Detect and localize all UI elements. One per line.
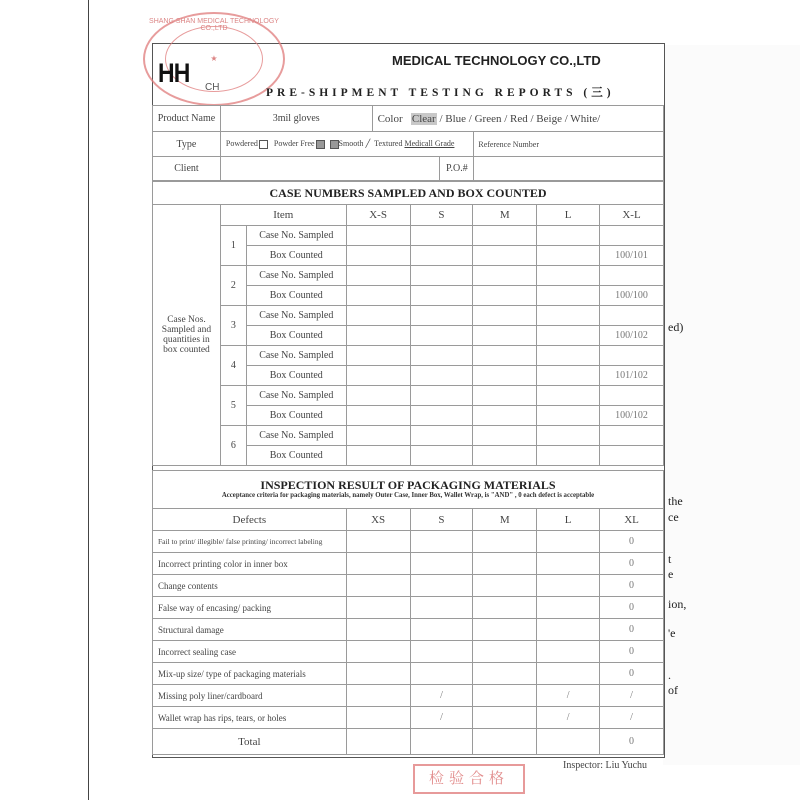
defect-l [537,619,600,641]
size-header: XS [346,509,410,531]
row-label: Box Counted [246,286,346,306]
company-name: MEDICAL TECHNOLOGY CO.,LTD [392,53,601,68]
type-smooth: Smooth [338,139,364,149]
size-header: M [473,509,537,531]
defect-xl: 0 [600,641,664,663]
case-group-number: 5 [220,386,246,426]
logo-subtext: CH [205,82,220,93]
defect-label: Change contents [153,575,347,597]
row-label: Box Counted [246,446,346,466]
defect-s: / [410,707,473,729]
defect-xl: 0 [600,597,664,619]
case-group-number: 3 [220,306,246,346]
client-label: Client [153,157,221,181]
defect-l [537,531,600,553]
case-section-title: CASE NUMBERS SAMPLED AND BOX COUNTED [153,182,664,205]
defect-xl: 0 [600,575,664,597]
defect-s [410,531,473,553]
po-label: P.O.# [440,157,474,181]
size-header: X-S [346,205,410,226]
binding-edge [88,0,89,800]
reference-number-label: Reference Number [474,132,664,157]
size-header: L [537,205,600,226]
defect-s [410,553,473,575]
bleed-text: . [668,668,671,682]
defect-s [410,575,473,597]
case-group-number: 6 [220,426,246,466]
row-label: Case No. Sampled [246,426,346,446]
color-options: / Blue / Green / Red / Beige / White/ [436,112,601,125]
po-value [474,157,664,181]
bleed-text: of [668,683,678,697]
row-label: Case No. Sampled [246,306,346,326]
defect-s [410,619,473,641]
checkbox-checked-icon [316,140,325,149]
color-selected: Clear [411,112,436,125]
product-name-label: Product Name [153,106,221,132]
defect-label: False way of encasing/ packing [153,597,347,619]
defect-s [410,663,473,685]
packaging-section-title: INSPECTION RESULT OF PACKAGING MATERIALS [260,477,556,492]
size-header: S [410,205,473,226]
case-group-number: 2 [220,266,246,306]
row-label: Case No. Sampled [246,346,346,366]
box-counted-value: 100/101 [600,246,664,266]
size-header: M [473,205,537,226]
defect-xl: 0 [600,553,664,575]
defect-l [537,553,600,575]
item-header: Item [220,205,346,226]
case-group-number: 1 [220,226,246,266]
row-label: Box Counted [246,326,346,346]
defect-xl: / [600,707,664,729]
size-header: XL [600,509,664,531]
defect-label: Wallet wrap has rips, tears, or holes [153,707,347,729]
row-label: Case No. Sampled [246,226,346,246]
checkbox-icon [259,140,268,149]
row-label: Box Counted [246,246,346,266]
total-label: Total [153,729,347,755]
approval-stamp: 检验合格 [413,764,525,794]
client-value [220,157,440,181]
bleed-text: ed) [668,320,684,334]
defect-l [537,597,600,619]
report-title: PRE-SHIPMENT TESTING REPORTS (三) [266,87,615,99]
type-textured: Textured [374,139,403,149]
underlying-page [663,45,800,765]
bleed-text: the [668,494,683,508]
defect-xl: 0 [600,663,664,685]
size-header: L [537,509,600,531]
box-counted-value: 100/100 [600,286,664,306]
defect-xl: 0 [600,619,664,641]
bleed-text: ce [668,510,679,524]
defect-label: Incorrect sealing case [153,641,347,663]
type-powder-free: Powder Free [273,139,315,149]
box-counted-value: 100/102 [600,406,664,426]
type-grade: Medicall Grade [404,139,455,149]
box-counted-value: 100/102 [600,326,664,346]
defect-l [537,663,600,685]
defect-s [410,641,473,663]
defect-l: / [537,685,600,707]
defects-header: Defects [153,509,347,531]
row-label: Box Counted [246,366,346,386]
company-logo: HH [158,58,190,88]
row-label: Case No. Sampled [246,386,346,406]
size-header: S [410,509,473,531]
size-header: X-L [600,205,664,226]
defect-l [537,641,600,663]
defect-l [537,575,600,597]
bleed-text: ion, [668,597,687,611]
bleed-text: t [668,552,672,566]
checkbox-checked-icon [330,140,339,149]
packaging-inspection-table [152,470,664,755]
case-side-label: Case Nos. Sampled and quantities in box counted [153,205,221,466]
type-powdered: Powdered [225,139,258,149]
defect-label: Fail to print/ illegible/ false printing/ incorrect labeling [153,531,347,553]
box-counted-value: 101/102 [600,366,664,386]
color-label: Color [377,112,403,125]
defect-xl: 0 [600,531,664,553]
defect-label: Incorrect printing color in inner box [153,553,347,575]
defect-s [410,597,473,619]
defect-xl: / [600,685,664,707]
case-group-number: 4 [220,346,246,386]
defect-s: / [410,685,473,707]
bleed-text: e [668,567,674,581]
defect-label: Missing poly liner/cardboard [153,685,347,707]
defect-label: Mix-up size/ type of packaging materials [153,663,347,685]
type-label: Type [153,132,221,157]
header-table: Product Name 3mil gloves Color Clear / Blue / Green / Red / Beige / White/ Type Powdered Powder Free Smooth ╱ Textured Medicall Grade Reference Number Client P.O.# [152,105,664,181]
product-name-value: 3mil gloves [220,106,372,132]
box-counted-value [600,446,664,466]
defect-label: Structural damage [153,619,347,641]
row-label: Case No. Sampled [246,266,346,286]
defect-l: / [537,707,600,729]
acceptance-criteria: Acceptance criteria for packaging materials, namely Outer Case, Inner Box, Wallet Wrap, is "AND" , 0 each defect is acceptable [221,492,595,500]
bleed-text: 'e [668,626,676,640]
inspector-signature: Inspector: Liu Yuchu [563,760,648,771]
company-seal: SHANG SHAN MEDICAL TECHNOLOGY CO.,LTD ★ [143,12,285,106]
total-xl: 0 [600,729,664,755]
row-label: Box Counted [246,406,346,426]
case-numbers-table [152,181,664,466]
